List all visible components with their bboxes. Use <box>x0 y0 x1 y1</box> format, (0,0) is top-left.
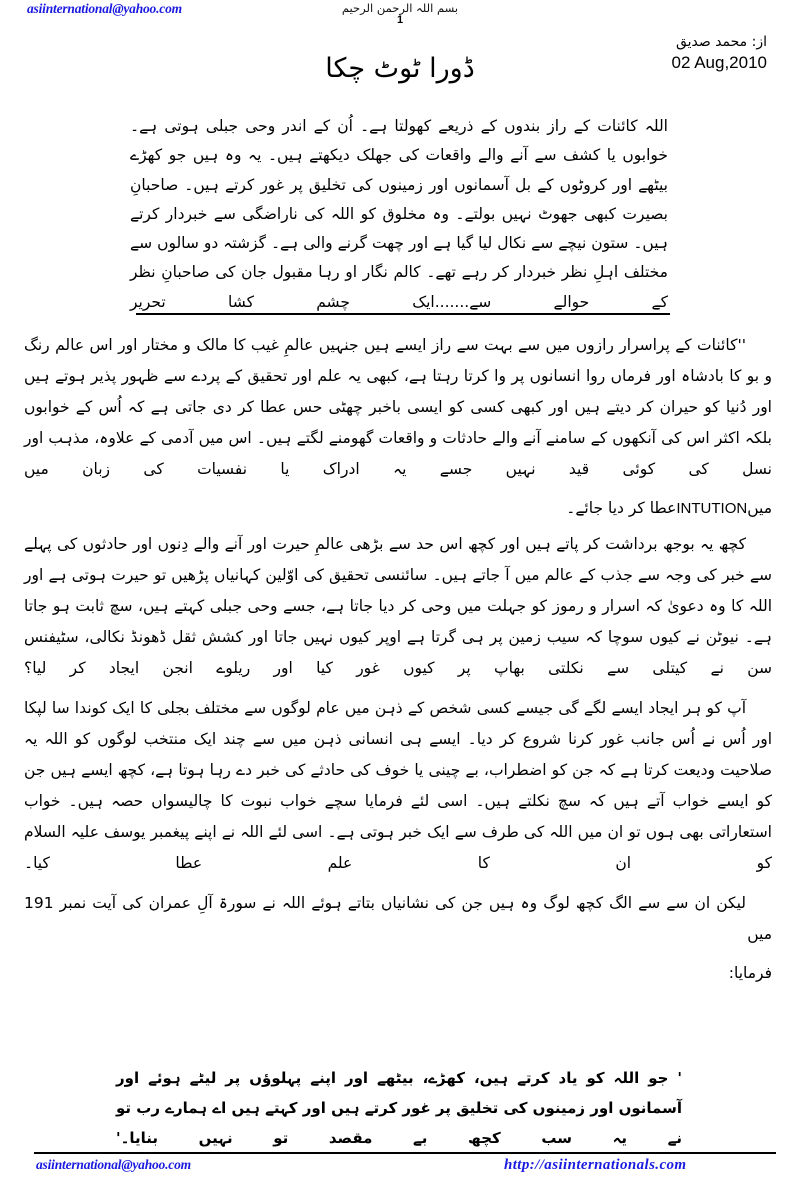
intution-suffix: عطا کر دیا جائے۔ <box>566 499 677 517</box>
intution-line <box>24 494 772 523</box>
footer-website-url[interactable]: http://asiinternationals.com <box>504 1157 687 1173</box>
quran-quotation: ' جو اللہ کو یاد کرتے ہیں، کھڑے، بیٹھے اور اپنے پہلوؤں پر لیٹے ہوئے اور آسمانوں اور زمینوں کی تخلیق پر غور کرتے ہیں اور کہتے ہیں اے ہمارے رب تو نے یہ سب کچھ بے مقصد تو نہیں بنایا۔' <box>116 1069 682 1147</box>
intution-prefix: میں <box>747 499 772 517</box>
page-number: 1 <box>396 14 404 26</box>
footer-divider <box>34 1152 776 1154</box>
byline-date: 02 Aug,2010 <box>671 53 767 72</box>
bismillah-text: بسم اللہ الرحمن الرحیم <box>341 1 459 15</box>
page-header <box>0 0 800 112</box>
page-footer <box>0 1157 800 1187</box>
article-body <box>24 330 772 993</box>
footer-email-address[interactable]: asiinternational@yahoo.com <box>36 1157 191 1172</box>
body-paragraph-1: ''کائنات کے پراسرار رازوں میں سے بہت سے راز ایسے ہیں جنہیں عالمِ غیب کا مالک و مختار اور اس عالم رنگ و بو کا بادشاہ اور فرماں روا انسانوں پر وا کرتا رہتا ہے، کبھی یہ علم اور تحقیق کے پردے سے ظہور پذیر ہوتے ہیں اور دُنیا کو حیران کر دیتے ہیں اور کبھی کسی کو ایسی باخبر چھٹی حس عطا کر دی جاتی ہے کہ اُس کے خوابوں بلکہ اکثر اس کی آنکھوں کے سامنے آنے والے حادثات و واقعات گھومنے لگتے ہیں۔ اس میں آدمی کے علاوہ، مذہب اور نسل کی کوئی قید نہیں جسے یہ ادراک یا نفسیات کی زبان میں <box>24 336 772 478</box>
section-divider <box>136 313 670 315</box>
byline-author: از: محمد صدیق <box>675 34 767 50</box>
header-email-address[interactable]: asiinternational@yahoo.com <box>27 1 182 16</box>
body-paragraph-4: لیکن ان سے سے الگ کچھ لوگ وہ ہیں جن کی نشانیاں بتاتے ہوئے اللہ نے سورۃ آلِ عمران کی آیت نمبر 191 میں <box>24 894 772 943</box>
intution-term: INTUTION <box>676 500 748 517</box>
intro-paragraph: اللہ کائنات کے راز بندوں کے ذریعے کھولتا ہے۔ اُن کے اندر وحی جبلی ہوتی ہے۔ خوابوں یا کشف سے آنے والے واقعات کی جھلک دیکھتے ہیں۔ یہ وہ ہیں جو کھڑے بیٹھے اور کروٹوں کے بل آسمانوں اور زمینوں کی تخلیق پر غور کرتے ہیں۔ صاحبانِ بصیرت کبھی جھوٹ نہیں بولتے۔ وہ مخلوق کو اللہ کی ناراضگی سے خبردار کرتے ہیں۔ ستون نیچے سے نکال لیا گیا ہے اور چھت گرنے والی ہے۔ گزشتہ دو سالوں سے مختلف اہلِ نظر خبردار کر رہے تھے۔ کالم نگار او رہا مقبول جان کی صاحبانِ نظر کے حوالے سے.......ایک چشم کشا تحریر <box>130 117 668 311</box>
body-paragraph-2: کچھ یہ بوجھ برداشت کر پاتے ہیں اور کچھ اس حد سے بڑھی عالمِ حیرت اور آنے والے دِنوں اور حادثوں کی پہلے سے خبر کی وجہ سے جذب کے عالم میں آ جاتے ہیں۔ سائنسی تحقیق کی اوّلین کہانیاں پڑھیں تو حیرت ہوتی ہے اور اللہ کا وہ دعویٰ کہ اسرار و رموز کو جہلت میں وحی کر دیا جاتا ہے، جسے وحی جبلی کہتے ہیں، سچ ثابت ہو جاتا ہے۔ نیوٹن نے کیوں سوچا کہ سیب زمین پر ہی گرتا ہے اوپر کیوں نہیں جاتا اور کشش ثقل ڈھونڈ نکالی، سٹیفنس سن نے کیتلی سے نکلتی بھاپ پر کیوں غور کیا اور ریلوے انجن ایجاد کر لیا؟ <box>24 535 772 677</box>
body-paragraph-3: آپ کو ہر ایجاد ایسے لگے گی جیسے کسی شخص کے ذہن میں عام لوگوں سے مختلف بجلی کا ایک کوندا سا لپکا اور اُس نے اُس جانب غور کرنا شروع کر دیا۔ ایسے ہی انسانی ذہن میں سے چند ایک منتخب لوگوں کو اللہ یہ صلاحیت ودیعت کرتا ہے کہ جن کو اضطراب، بے چینی یا خوف کی حادثے کی خبر دے رہا ہوتا ہے، کچھ ایسے ہیں جن کو ایسے خواب آتے ہیں کہ سچ نکلتے ہیں۔ اسی لئے فرمایا سچے خواب نبوت کا چالیسواں حصہ ہیں۔ خواب استعاراتی بھی ہوں تو ان میں اللہ کی طرف سے ایک خبر ہوتی ہے۔ اسی لئے اللہ نے اپنے پیغمبر یوسف علیہ السلام کو ان کا علم عطا کیا۔ <box>24 699 772 872</box>
page-title: ڈورا ٹوٹ چکا <box>325 53 475 84</box>
farmaya-label: فرمایا: <box>728 964 772 982</box>
